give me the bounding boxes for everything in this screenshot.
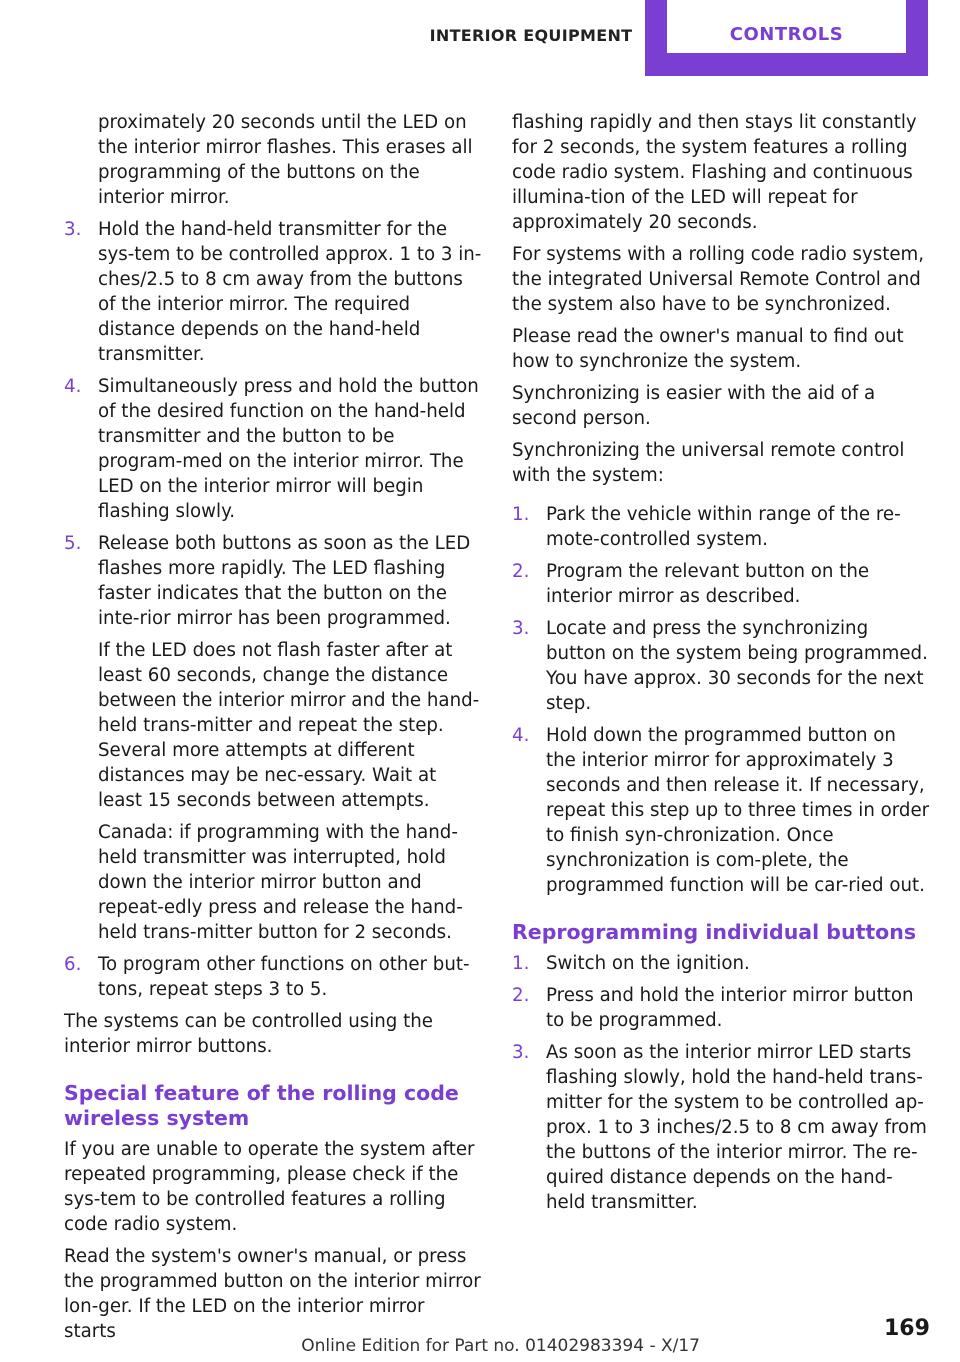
step-note: If the LED does not flash faster after at least 60 seconds, change the distance between the interior mirror and the hand-held trans-mitter and repeat the step. Several more attempts at different distances may be nec-essary. Wait at least 15 seconds between attempts. [98,640,480,811]
chapter-tab-label: CONTROLS [667,0,906,53]
step-text: To program other functions on other but-tons, repeat steps 3 to 5. [98,954,470,1000]
step-text: Hold down the programmed button on the interior mirror for approximately 3 seconds and then release it. If necessary, repeat this step up to three times in order to finish syn-chronization. Once synchronization is com-plete, the programmed function will be car-ried out. [546,725,930,896]
step-text: Locate and press the synchronizing button on the system being programmed. You have approx. 30 seconds for the next step. [546,618,928,714]
sync-step-item [512,616,930,716]
step-body [98,531,482,945]
step-number: 3. [512,618,530,639]
step-number: 3. [64,219,82,240]
section-heading: Special feature of the rolling code wireless system [64,1081,459,1130]
paragraph: Synchronizing the universal remote control with the system: [512,440,905,486]
sync-step-item [512,502,930,552]
sync-step-item [512,723,930,898]
right-column [512,110,930,1222]
step-text: Release both buttons as soon as the LED flashes more rapidly. The LED flashing faster indicates that the button on the inte-rior mirror has been programmed. [98,533,471,629]
step-item [64,531,482,945]
step-text: Park the vehicle within range of the re-mote-controlled system. [546,504,901,550]
paragraph: Read the system's owner's manual, or press the programmed button on the interior mirror lon-ger. If the LED on the interior mirror starts [64,1246,481,1342]
left-column [64,110,482,1351]
paragraph: Please read the owner's manual to find out how to synchronize the system. [512,326,904,372]
paragraph: Synchronizing is easier with the aid of a second person. [512,383,876,429]
reprogram-step-item [512,1040,930,1215]
step-number: 6. [64,954,82,975]
page-footer [0,1318,960,1362]
step-item [64,374,482,524]
step-text: Hold the hand-held transmitter for the sys-tem to be controlled approx. 1 to 3 in-ches/2.5 to 8 cm away from the buttons of the interior mirror. The required distance depends on the hand-held transmitter. [98,219,482,365]
step-number: 1. [512,504,530,525]
paragraph: For systems with a rolling code radio system, the integrated Universal Remote Control and the system also have to be synchronized. [512,244,925,315]
page-number: 169 [884,1316,930,1341]
step-text: Switch on the ignition. [546,953,750,974]
step-item [64,217,482,367]
step-number: 4. [512,725,530,746]
step-number: 3. [512,1042,530,1063]
step-number: 2. [512,561,530,582]
edition-note: Online Edition for Part no. 01402983394 - X/17 [301,1336,700,1356]
step-number: 2. [512,985,530,1006]
step-text: As soon as the interior mirror LED starts flashing slowly, hold the hand-held trans-mitter for the system to be controlled ap-prox. 1 to 3 inches/2.5 to 8 cm away from the buttons of the interior mirror. The re-quired distance depends on the hand-held transmitter. [546,1042,927,1213]
step-number: 4. [64,376,82,397]
section-heading: Reprogramming individual buttons [512,920,917,944]
step-item [64,952,482,1002]
step-text: Press and hold the interior mirror button to be programmed. [546,985,914,1031]
paragraph: flashing rapidly and then stays lit constantly for 2 seconds, the system features a rolling code radio system. Flashing and continuous illumina-tion of the LED will repeat for approximately 20 seconds. [512,112,917,233]
sync-step-item [512,559,930,609]
chapter-tab[interactable] [645,0,928,76]
step-text: Simultaneously press and hold the button of the desired function on the hand-held transmitter and the button to be program-med on the interior mirror. The LED on the interior mirror will begin flashing slowly. [98,376,479,522]
section-title: INTERIOR EQUIPMENT [429,26,633,45]
reprogram-step-item [512,983,930,1033]
step-text: Program the relevant button on the interior mirror as described. [546,561,870,607]
step-note: Canada: if programming with the hand-held transmitter was interrupted, hold down the interior mirror button and repeat-edly press and release the hand-held trans-mitter button for 2 seconds. [98,822,463,943]
step-number: 1. [512,953,530,974]
step-number: 5. [64,533,82,554]
continued-paragraph: proximately 20 seconds until the LED on the interior mirror flashes. This erases all programming of the buttons on the interior mirror. [98,112,473,208]
paragraph: If you are unable to operate the system after repeated programming, please check if the sys-tem to be controlled features a rolling code radio system. [64,1139,475,1235]
paragraph: The systems can be controlled using the interior mirror buttons. [64,1011,433,1057]
reprogram-step-item [512,951,930,976]
